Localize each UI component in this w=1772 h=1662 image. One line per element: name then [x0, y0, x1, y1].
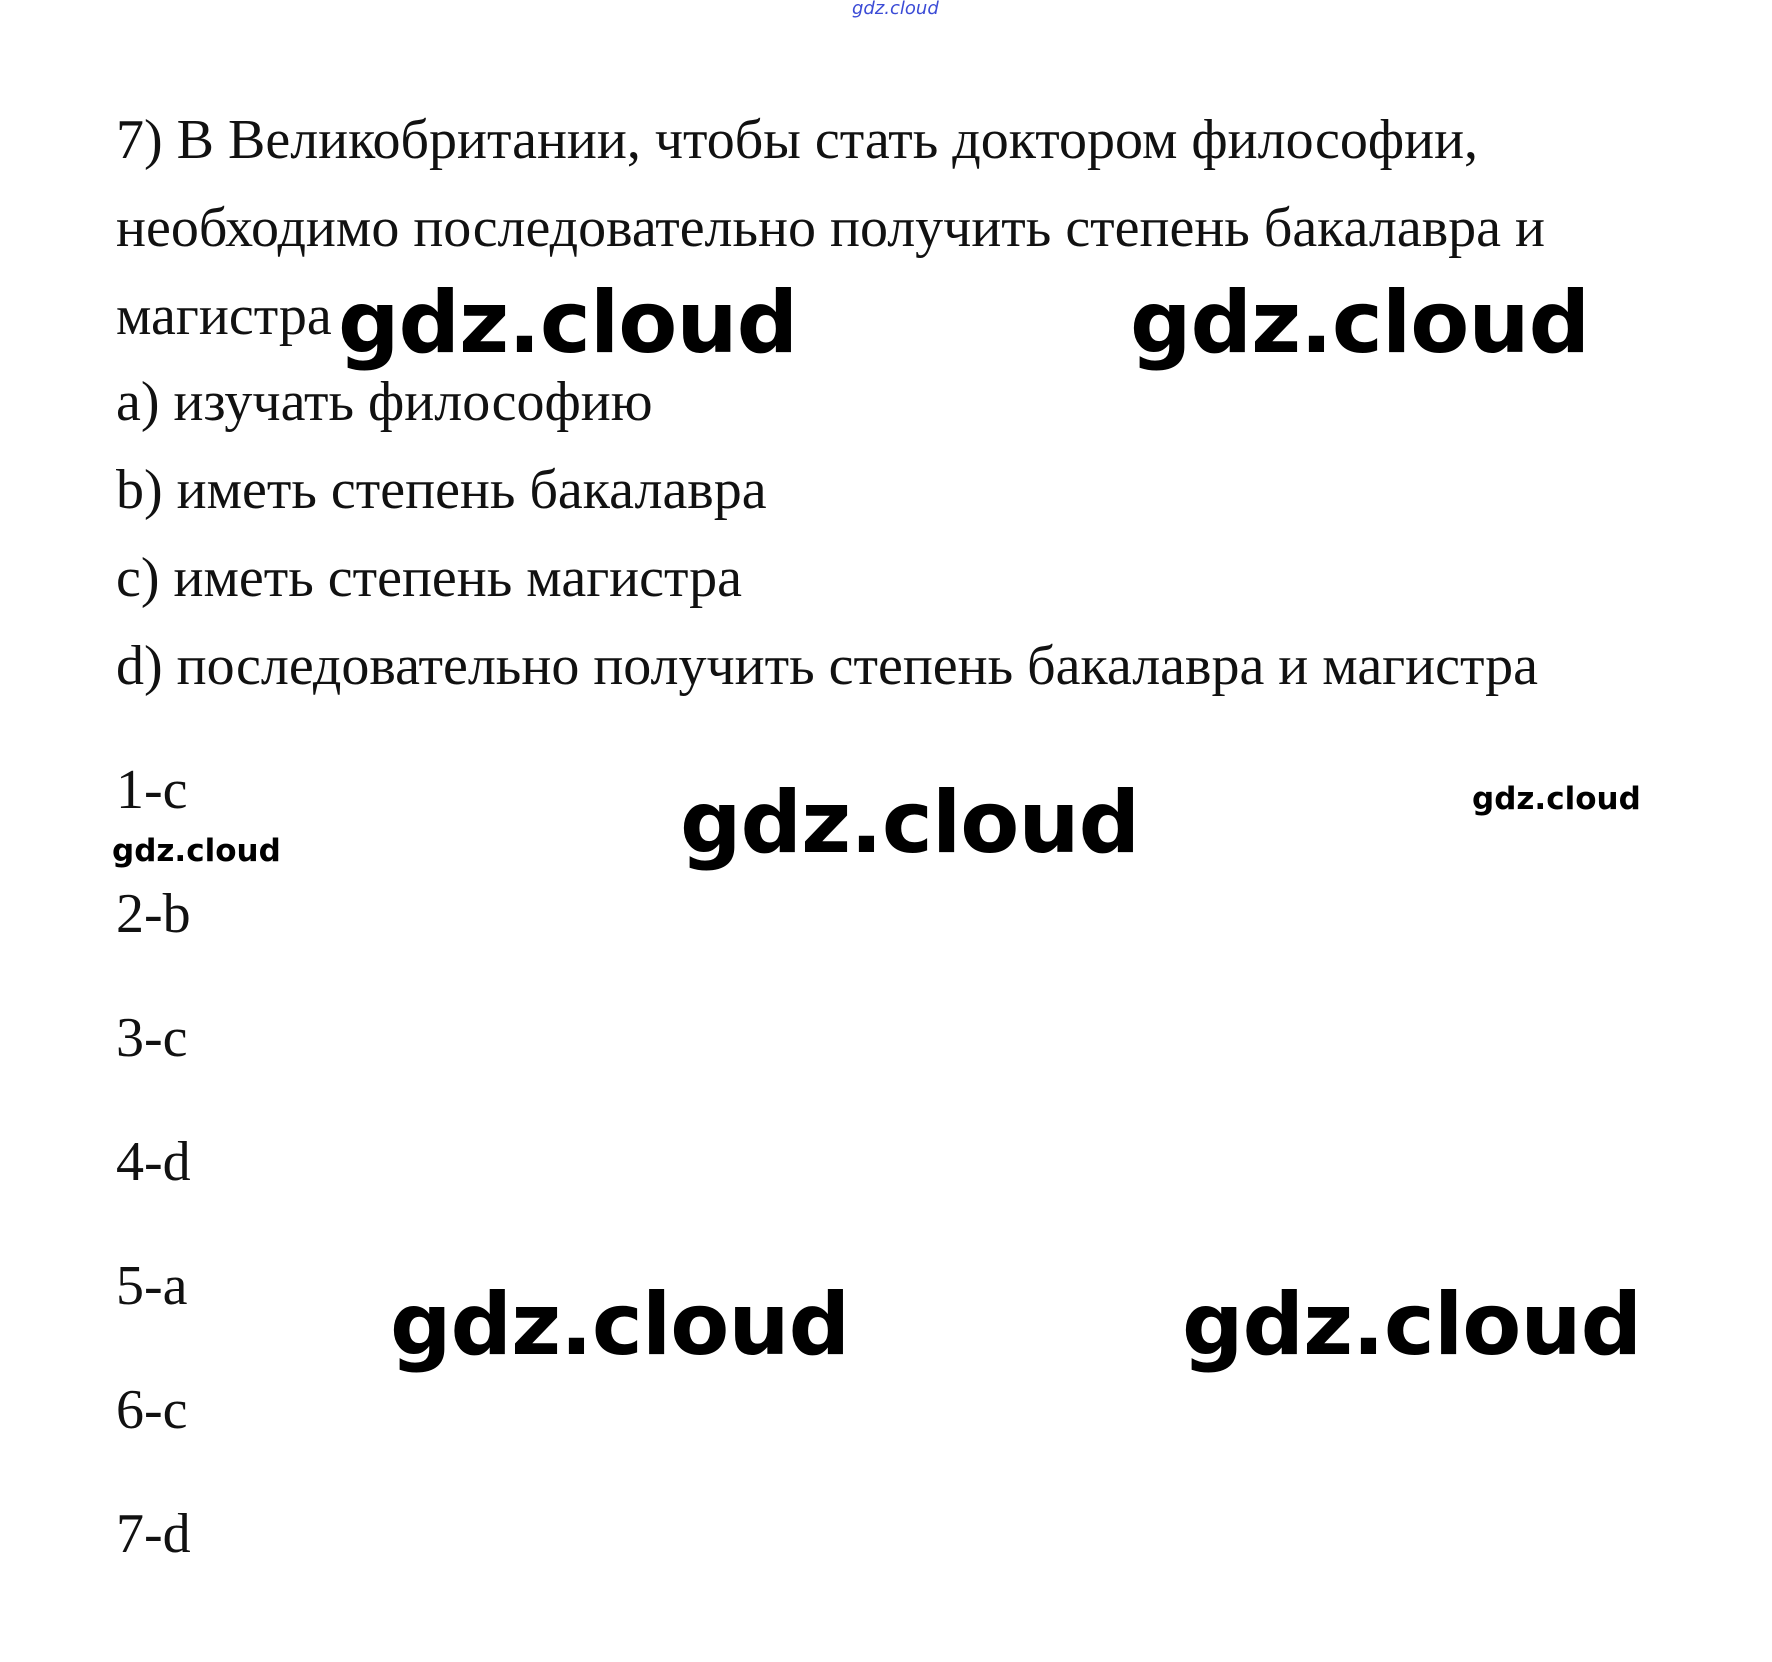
option-b: b) иметь степень бакалавра: [116, 459, 767, 521]
answer-7: 7-d: [116, 1503, 191, 1565]
question-line-3: магистра: [116, 285, 332, 347]
answer-4: 4-d: [116, 1131, 191, 1193]
watermark-top: gdz.cloud: [852, 0, 939, 19]
answer-3: 3-c: [116, 1007, 188, 1069]
option-c: c) иметь степень магистра: [116, 547, 743, 609]
question-line-2: необходимо последовательно получить степень бакалавра и: [116, 197, 1545, 259]
watermark-4: gdz.cloud: [112, 833, 281, 869]
answer-2: 2-b: [116, 883, 191, 945]
answer-1: 1-c: [116, 759, 188, 821]
watermark-2: gdz.cloud: [1130, 273, 1590, 373]
watermark-6: gdz.cloud: [390, 1275, 850, 1375]
watermark-1: gdz.cloud: [338, 273, 798, 373]
watermark-7: gdz.cloud: [1182, 1275, 1642, 1375]
watermark-3: gdz.cloud: [680, 773, 1140, 873]
question-line-1: 7) В Великобритании, чтобы стать доктором философии,: [116, 109, 1479, 171]
option-a: a) изучать философию: [116, 371, 653, 433]
watermark-5: gdz.cloud: [1472, 781, 1641, 817]
answer-6: 6-c: [116, 1379, 188, 1441]
answer-5: 5-a: [116, 1255, 188, 1317]
option-d: d) последовательно получить степень бакалавра и магистра: [116, 635, 1538, 697]
